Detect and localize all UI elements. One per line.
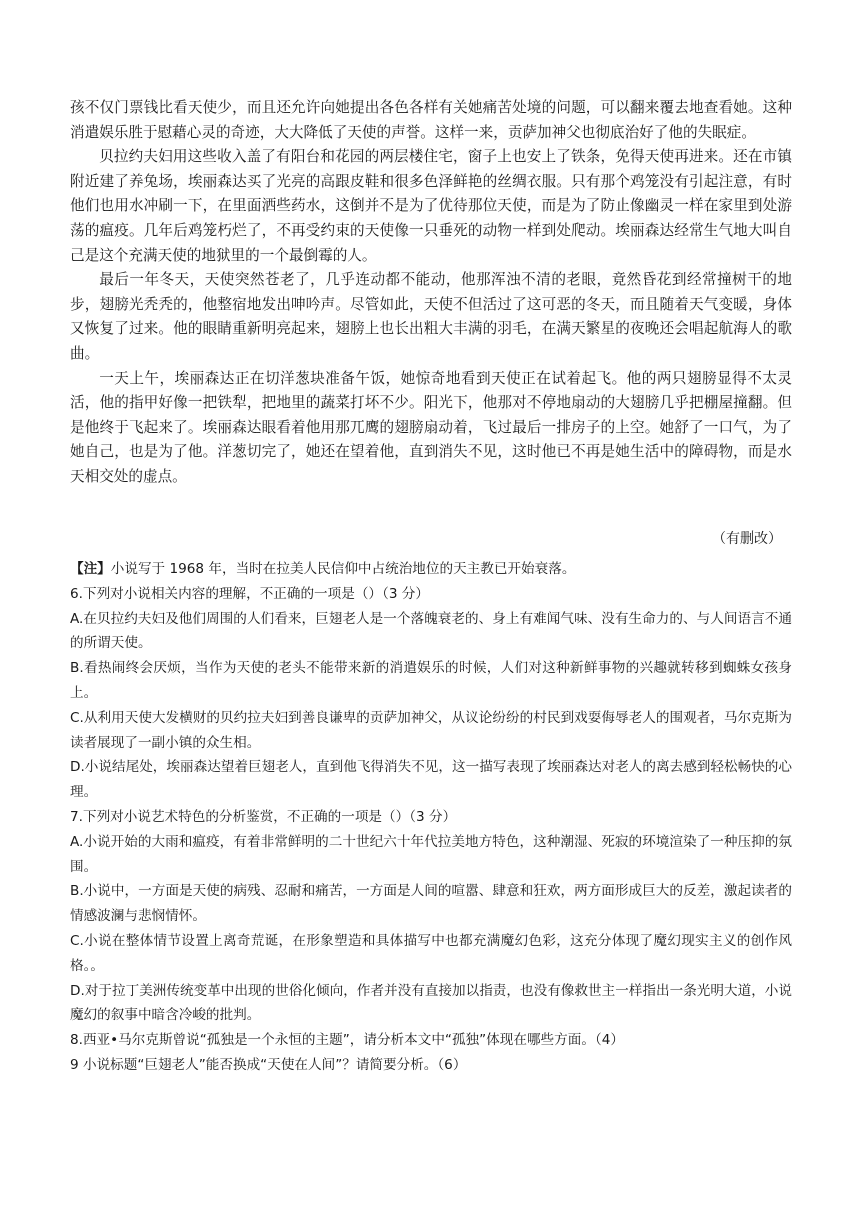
passage-paragraph-1: 孩不仅门票钱比看天使少，而且还允许向她提出各色各样有关她痛苦处境的问题，可以翻来覆去地查看她。这种消遣娱乐胜于慰藉心灵的奇迹，大大降低了天使的声誉。这样一来，贡萨加神父也彻底治好了他的失眠症。 bbox=[70, 99, 792, 141]
question-7-option-b: B.小说中，一方面是天使的病残、忍耐和痛苦，一方面是人间的喧嚣、肆意和狂欢，两方面形成巨大的反差，激起读者的情感波澜与悲悯情怀。 bbox=[70, 883, 792, 925]
story-passage bbox=[70, 96, 792, 490]
source-note: （有删改） bbox=[712, 531, 782, 547]
note-text: 小说写于 1968 年，当时在拉美人民信仰中占统治地位的天主教已开始衰落。 bbox=[110, 561, 576, 577]
question-7-option-c: C.小说在整体情节设置上离奇荒诞，在形象塑造和具体描写中也都充满魔幻色彩，这充分体现了魔幻现实主义的创作风格。。 bbox=[70, 932, 792, 974]
note-tag: 【注】 bbox=[70, 561, 111, 577]
question-6-option-d: D.小说结尾处，埃丽森达望着巨翅老人，直到他飞得消失不见，这一描写表现了埃丽森达对老人的离去感到轻松畅快的心理。 bbox=[70, 759, 792, 801]
question-6-stem: 6.下列对小说相关内容的理解，不正确的一项是（）（3 分） bbox=[70, 585, 429, 602]
passage-paragraph-2: 贝拉约夫妇用这些收入盖了有阳台和花园的两层楼住宅，窗子上也安上了铁条，免得天使再进来。还在市镇附近建了养兔场，埃丽森达买了光亮的高跟皮鞋和很多色泽鲜艳的丝绸衣服。只有那个鸡笼没有引起注意，有时他们也用水冲刷一下，在里面洒些药水，这倒并不是为了优待那位天使，而是为了防止像幽灵一样在家里到处游荡的瘟疫。几年后鸡笼朽烂了，不再受约束的天使像一只垂死的动物一样到处爬动。埃丽森达经常生气地大叫自己是这个充满天使的地狱里的一个最倒霉的人。 bbox=[70, 148, 792, 264]
annotation-note bbox=[70, 557, 792, 582]
question-7-option-d: D.对于拉丁美洲传统变革中出现的世俗化倾向，作者并没有直接加以指责，也没有像救世主一样指出一条光明大道，小说魔幻的叙事中暗含冷峻的批判。 bbox=[70, 982, 792, 1024]
questions-section bbox=[70, 557, 792, 1078]
question-7-option-a: A.小说开始的大雨和瘟疫，有着非常鲜明的二十世纪六十年代拉美地方特色，这种潮湿、死寂的环境渲染了一种压抑的氛围。 bbox=[70, 833, 792, 875]
passage-paragraph-4: 一天上午，埃丽森达正在切洋葱块准备午饭，她惊奇地看到天使正在试着起飞。他的两只翅膀显得不太灵活，他的指甲好像一把铁犁，把地里的蔬菜打坏不少。阳光下，他那对不停地扇动的大翅膀几乎把棚屋撞翻。但是他终于飞起来了。埃丽森达眼看着他用那兀鹰的翅膀扇动着，飞过最后一排房子的上空。她舒了一口气，为了她自己，也是为了他。洋葱切完了，她还在望着他，直到消失不见，这时他已不再是她生活中的障碍物，而是水天相交处的虚点。 bbox=[70, 369, 792, 485]
question-8: 8.西亚•马尔克斯曾说“孤独是一个永恒的主题”，请分析本文中“孤独”体现在哪些方面。（4） bbox=[70, 1032, 624, 1049]
question-6-option-c: C.从利用天使大发横财的贝约拉夫妇到善良谦卑的贡萨加神父，从议论纷纷的村民到戏耍侮辱老人的围观者，马尔克斯为读者展现了一副小镇的众生相。 bbox=[70, 709, 792, 751]
question-7-stem: 7.下列对小说艺术特色的分析鉴赏，不正确的一项是（）（3 分） bbox=[70, 808, 457, 825]
question-6-option-b: B.看热闹终会厌烦，当作为天使的老头不能带来新的消遣娱乐的时候，人们对这种新鲜事物的兴趣就转移到蜘蛛女孩身上。 bbox=[70, 660, 792, 701]
passage-paragraph-3: 最后一年冬天，天使突然苍老了，几乎连动都不能动，他那浑浊不清的老眼，竟然昏花到经常撞树干的地步，翅膀光秃秃的，他整宿地发出呻吟声。尽管如此，天使不但活过了这可恶的冬天，而且随着天气变暖，身体又恢复了过来。他的眼睛重新明亮起来，翅膀上也长出粗大丰满的羽毛，在满天繁星的夜晚还会唱起航海人的歌曲。 bbox=[70, 271, 792, 362]
question-9: 9 小说标题“巨翅老人”能否换成“天使在人间”？请简要分析。（6） bbox=[70, 1056, 467, 1073]
question-6-option-a: A.在贝拉约夫妇及他们周围的人们看来，巨翅老人是一个落魄衰老的、身上有难闻气味、没有生命力的、与人间语言不通的所谓天使。 bbox=[70, 610, 792, 652]
